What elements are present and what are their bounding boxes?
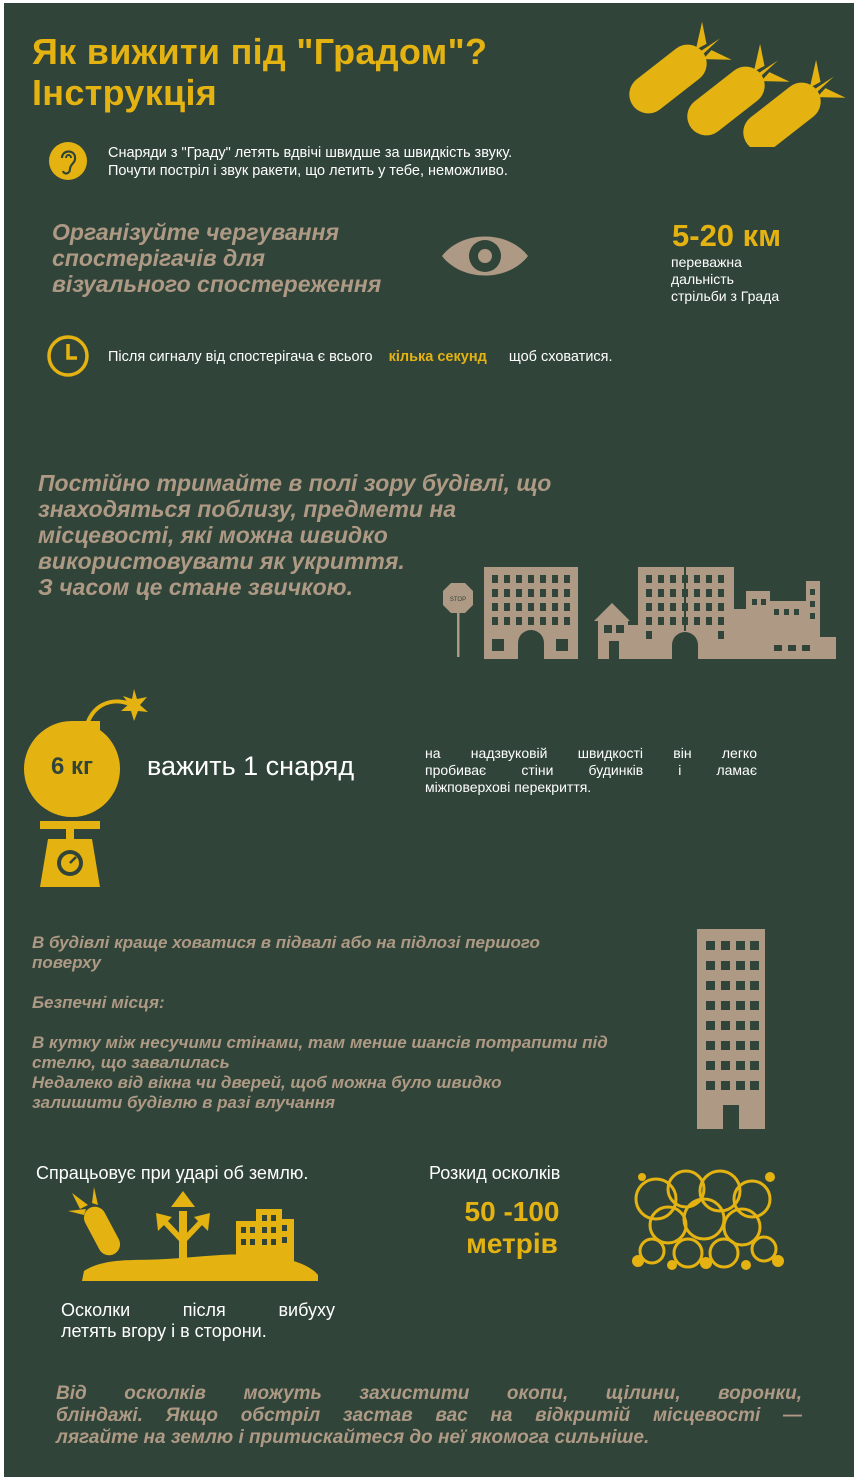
observers-line-3: візуального спостереження — [52, 271, 382, 297]
shelter-line-2: поверху — [32, 953, 101, 972]
weight-description — [425, 745, 757, 796]
shelter-line-1: В будівлі краще ховатися в підвалі або на підлозі першого — [32, 933, 540, 952]
safe-item-2-line-2: залишити будівлю в разі влучання — [32, 1093, 336, 1112]
explosion-icon — [628, 1165, 788, 1275]
final-tip — [56, 1383, 802, 1449]
spread-value — [422, 1196, 602, 1260]
sound-line-1: Снаряди з "Граду" летять вдвічі швидше за швидкість звуку. — [108, 145, 513, 161]
sound-line-2: Почути постріл і звук ракети, що летить у тебе, неможливо. — [108, 163, 508, 179]
safe-places-title: Безпечні місця: — [32, 993, 165, 1012]
weight-desc-line-1: на надзвуковій швидкості він легко — [425, 745, 757, 761]
observers-line-2: спостерігачів для — [52, 245, 266, 271]
final-tip-line-2: бліндажі. Якщо обстріл застав вас на відкритій місцевості — — [56, 1405, 802, 1426]
title-line-1: Як вижити під "Градом"? — [32, 31, 488, 72]
final-tip-line-3: лягайте на землю і притискайтеся до неї якомога сильніше. — [56, 1427, 650, 1448]
weight-desc-line-2: пробиває стіни будинків і ламає — [425, 762, 757, 778]
scale-icon — [36, 821, 104, 891]
signal-text — [108, 348, 613, 366]
range-value: 5-20 км — [672, 218, 782, 253]
shelter-text — [32, 933, 608, 1113]
spread-value-line-2: метрів — [466, 1228, 558, 1259]
stop-sign-text: STOP — [449, 597, 467, 603]
signal-after: щоб сховатися. — [508, 349, 613, 365]
page-title — [32, 31, 487, 113]
rockets-icon — [622, 17, 854, 147]
safe-item-2-line-1: Недалеко від вікна чи дверей, щоб можна було швидко — [32, 1073, 502, 1092]
bomb-label: 6 кг — [50, 753, 94, 780]
spread-title: Розкид осколків — [429, 1163, 561, 1183]
signal-highlight: кілька секунд — [388, 349, 487, 365]
bomb-icon — [20, 685, 156, 817]
range-line-1: переважна — [671, 254, 742, 270]
tall-building-icon — [697, 929, 765, 1129]
city-skyline-icon — [482, 559, 836, 659]
impact-caption-line-1: Осколки після вибуху — [61, 1300, 335, 1320]
buildings-line-2: знаходяться поблизу, предмети на — [38, 496, 456, 522]
buildings-line-1: Постійно тримайте в полі зору будівлі, що — [38, 470, 552, 496]
range-line-3: стрільби з Града — [671, 288, 780, 304]
impact-caption-line-2: летять вгору і в сторони. — [61, 1321, 267, 1341]
range-caption — [671, 254, 779, 305]
title-line-2: Інструкція — [32, 72, 218, 113]
weight-caption: важить 1 снаряд — [147, 751, 355, 781]
safe-item-1-line-1: В кутку між несучими стінами, там менше шансів потрапити під — [32, 1033, 608, 1052]
impact-caption — [61, 1300, 335, 1342]
clock-icon — [46, 334, 90, 378]
range-line-2: дальність — [671, 271, 734, 287]
buildings-line-5: З часом це стане звичкою. — [38, 574, 353, 600]
sound-text — [108, 144, 512, 180]
buildings-line-4: використовувати як укриття. — [38, 548, 405, 574]
signal-before: Після сигналу від спостерігача є всього — [108, 349, 373, 365]
infographic-panel — [4, 3, 854, 1477]
stop-sign-icon — [441, 581, 475, 657]
eye-icon — [440, 228, 530, 284]
impact-title: Спрацьовує при ударі об землю. — [36, 1163, 309, 1183]
observers-heading — [52, 219, 381, 297]
buildings-line-3: місцевості, які можна швидко — [38, 522, 388, 548]
spread-value-line-1: 50 -100 — [464, 1196, 560, 1227]
ear-icon — [48, 141, 88, 181]
observers-line-1: Організуйте чергування — [52, 219, 340, 245]
weight-desc-line-3: міжповерхові перекриття. — [425, 779, 592, 795]
impact-icon — [66, 1187, 322, 1283]
final-tip-line-1: Від осколків можуть захистити окопи, щілини, воронки, — [56, 1383, 802, 1404]
safe-item-1-line-2: стелю, що завалилась — [32, 1053, 230, 1072]
